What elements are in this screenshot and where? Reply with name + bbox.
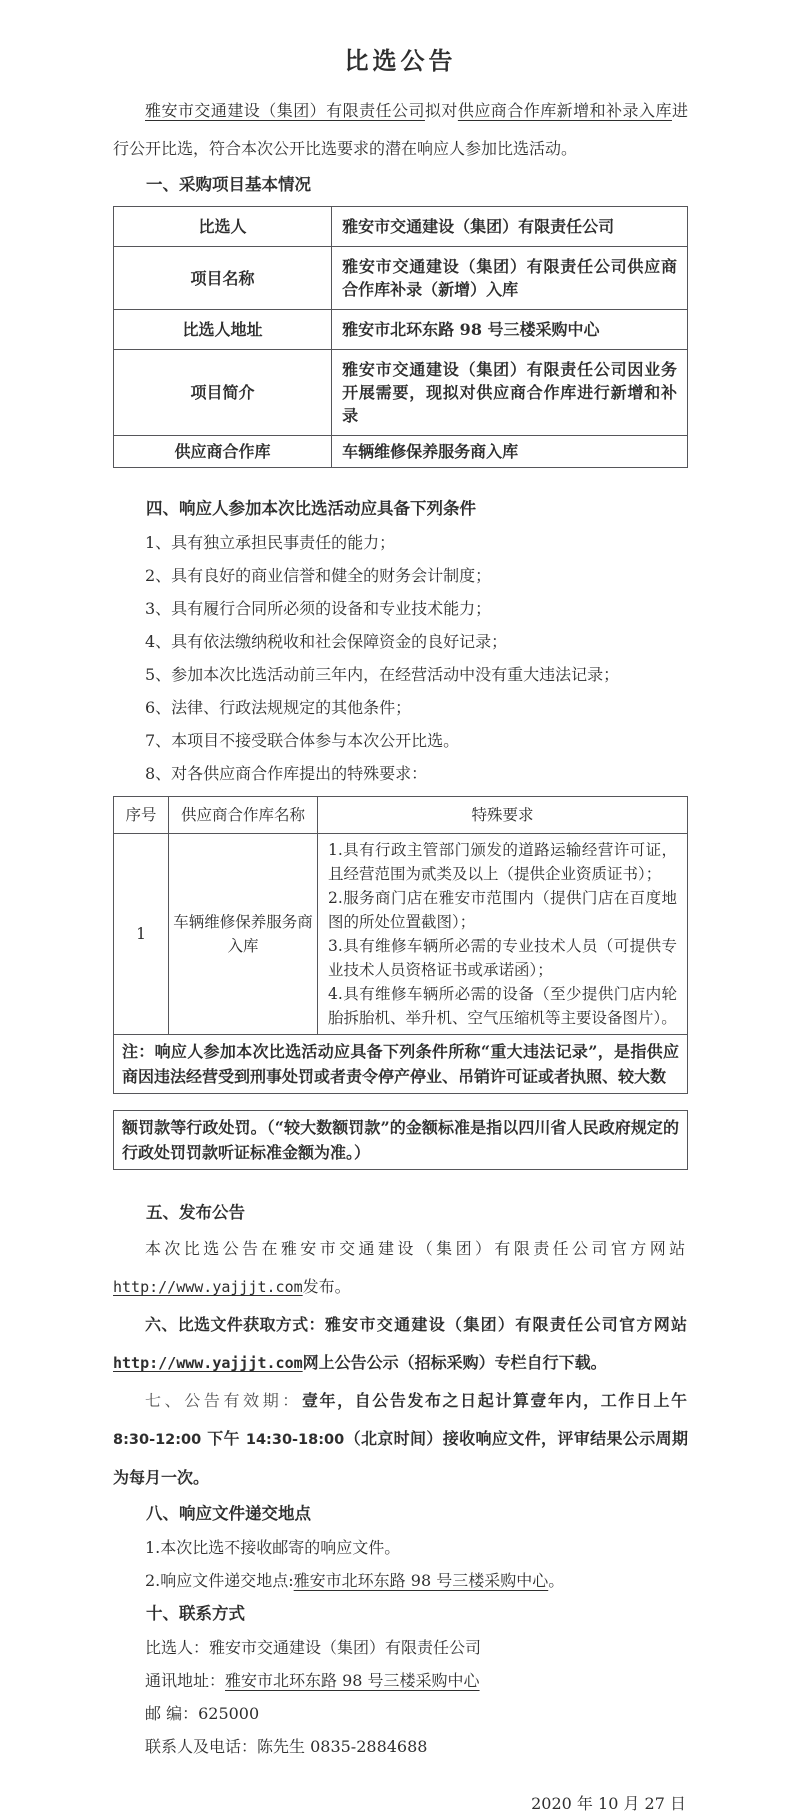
table-row-project-name — [114, 247, 688, 310]
obtain-method-paragraph — [113, 1306, 688, 1382]
requirement-line-2: 2.服务商门店在雅安市范围内（提供门店在百度地图的所处位置截图）； — [328, 889, 677, 931]
requirement-line-4: 4.具有维修车辆所必需的设备（至少提供门店内轮胎拆胎机、举升机、空气压缩机等主要设备图片）。 — [328, 985, 677, 1027]
row-value: 雅安市交通建设（集团）有限责任公司 — [332, 207, 688, 247]
table-row-supplier-library — [114, 436, 688, 468]
basic-info-table — [113, 206, 688, 468]
header-library-name: 供应商合作库名称 — [169, 797, 318, 834]
requirements-cell — [318, 834, 688, 1035]
publish-tail: 发布。 — [302, 1277, 351, 1296]
contact-phone-line: 联系人及电话：陈先生 0835-2884688 — [145, 1737, 428, 1756]
contact-address: 雅安市北环东路 98 号三楼采购中心 — [225, 1671, 480, 1690]
section-heading-6: 六、比选文件获取方式： — [145, 1315, 325, 1334]
publish-paragraph — [113, 1230, 688, 1306]
validity-paragraph — [113, 1382, 688, 1497]
note-continuation-box: 额罚款等行政处罚。（“较大数额罚款”的金额标准是指以四川省人民政府规定的行政处罚罚款听证标准金额为准。） — [113, 1110, 688, 1170]
submission-item-2-tail: 。 — [548, 1571, 565, 1590]
table-row-bixuanren — [114, 207, 688, 247]
table-row-project-intro — [114, 350, 688, 436]
row-value: 雅安市交通建设（集团）有限责任公司供应商合作库补录（新增）入库 — [332, 247, 688, 310]
intro-company-underlined: 雅安市交通建设（集团）有限责任公司 — [145, 101, 425, 120]
spacer — [113, 468, 688, 492]
contact-company-line: 比选人：雅安市交通建设（集团）有限责任公司 — [145, 1638, 482, 1657]
row-label: 项目名称 — [114, 247, 332, 310]
intro-mid-text: 拟对 — [424, 101, 458, 120]
section-heading-4: 四、响应人参加本次比选活动应具备下列条件 — [146, 499, 476, 518]
header-seq: 序号 — [114, 797, 169, 834]
obtain-method-text: 雅安市交通建设（集团）有限责任公司官方网站 — [324, 1315, 688, 1334]
library-name-cell: 车辆维修保养服务商入库 — [169, 834, 318, 1035]
condition-item-7: 7、本项目不接受联合体参与本次公开比选。 — [145, 731, 460, 750]
afternoon-label: 下午 — [201, 1429, 246, 1448]
validity-text-2: （北京时间）接收响应文件，评审结果公示周期为每月一次。 — [113, 1429, 688, 1487]
row-label: 比选人地址 — [114, 310, 332, 350]
intro-tail-text: 进行公开比选，符合本次公开比选要求的潜在响应人参加比选活动。 — [113, 101, 688, 158]
table-header-row — [114, 797, 688, 834]
section-heading-1: 一、采购项目基本情况 — [146, 175, 311, 194]
requirement-line-1: 1.具有行政主管部门颁发的道路运输经营许可证，且经营范围为贰类及以上（提供企业资质证书）； — [328, 841, 677, 883]
intro-paragraph — [113, 92, 688, 168]
doc-title: 比选公告 — [344, 46, 457, 75]
publish-text: 本次比选公告在雅安市交通建设（集团）有限责任公司官方网站 — [145, 1239, 688, 1258]
header-special-requirements: 特殊要求 — [318, 797, 688, 834]
row-value: 车辆维修保养服务商入库 — [332, 436, 688, 468]
condition-item-3: 3、具有履行合同所必须的设备和专业技术能力； — [145, 599, 492, 618]
condition-item-4: 4、具有依法缴纳税收和社会保障资金的良好记录； — [145, 632, 508, 651]
submission-item-2 — [113, 1564, 688, 1597]
condition-item-5: 5、参加本次比选活动前三年内，在经营活动中没有重大违法记录； — [145, 665, 620, 684]
special-requirements-table — [113, 796, 688, 1094]
contact-address-label: 通讯地址： — [145, 1671, 226, 1690]
intro-library-underlined: 供应商合作库新增和补录入库 — [457, 101, 672, 120]
website-link[interactable]: http://www.yajjjt.com — [113, 1354, 303, 1372]
seq-cell: 1 — [114, 834, 169, 1035]
submission-address: 雅安市北环东路 98 号三楼采购中心 — [293, 1571, 549, 1590]
postal-code-line: 邮 编：625000 — [145, 1704, 260, 1723]
row-label: 供应商合作库 — [114, 436, 332, 468]
obtain-method-tail: 网上公告公示（招标采购）专栏自行下载。 — [302, 1353, 607, 1372]
row-value: 雅安市交通建设（集团）有限责任公司因业务开展需要，现拟对供应商合作库进行新增和补录 — [332, 350, 688, 436]
submission-item-1: 1.本次比选不接收邮寄的响应文件。 — [145, 1538, 401, 1557]
validity-label: 七、公告有效期： — [145, 1391, 302, 1410]
requirement-line-3: 3.具有维修车辆所必需的专业技术人员（可提供专业技术人员资格证书或承诺函）； — [328, 937, 677, 979]
section-heading-8: 八、响应文件递交地点 — [146, 1504, 311, 1523]
doc-date: 2020 年 10 月 27 日 — [531, 1794, 686, 1813]
table-note-row — [114, 1035, 688, 1094]
section-heading-5: 五、发布公告 — [146, 1203, 245, 1222]
section-heading-10: 十、联系方式 — [146, 1604, 245, 1623]
condition-item-6: 6、法律、行政法规规定的其他条件； — [145, 698, 412, 717]
table-row-vehicle-library — [114, 834, 688, 1035]
condition-item-8: 8、对各供应商合作库提出的特殊要求： — [145, 764, 428, 783]
submission-item-2-label: 2.响应文件递交地点: — [145, 1571, 294, 1590]
table-note: 注：响应人参加本次比选活动应具备下列条件所称“重大违法记录”，是指供应商因违法经营受到刑事处罚或者责令停产停业、吊销许可证或者执照、较大数 — [114, 1035, 688, 1094]
row-label: 项目简介 — [114, 350, 332, 436]
row-value: 雅安市北环东路 98 号三楼采购中心 — [332, 310, 688, 350]
table-row-address — [114, 310, 688, 350]
row-label: 比选人 — [114, 207, 332, 247]
validity-text-1: 壹年，自公告发布之日起计算壹年内，工作日上午 — [301, 1391, 688, 1410]
contact-address-line — [113, 1664, 688, 1697]
morning-time-range: 8:30-12:00 — [113, 1432, 202, 1448]
condition-item-2: 2、具有良好的商业信誉和健全的财务会计制度； — [145, 566, 492, 585]
afternoon-time-range: 14:30-18:00 — [245, 1432, 345, 1448]
condition-item-1: 1、具有独立承担民事责任的能力； — [145, 533, 396, 552]
website-link[interactable]: http://www.yajjjt.com — [113, 1278, 303, 1296]
